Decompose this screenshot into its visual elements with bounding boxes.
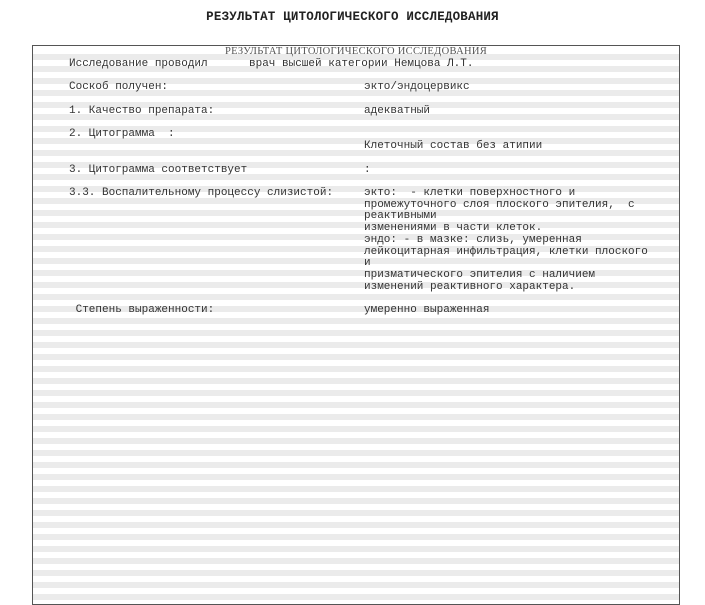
sample-source-label: Соскоб получен: [69, 81, 169, 93]
sample-source-value: экто/эндоцервикс [364, 81, 470, 93]
inflammatory-line: изменениями в части клеток. [364, 222, 543, 235]
inflammatory-line: эндо: - в мазке: слизь, умеренная [364, 233, 582, 246]
researcher-value: врач высшей категории Немцова Л.Т. [249, 58, 474, 70]
cytogram-value: Клеточный состав без атипии [364, 140, 543, 152]
report-sheet [32, 45, 680, 605]
inflammatory-line: и [364, 257, 371, 270]
page-title: РЕЗУЛЬТАТ ЦИТОЛОГИЧЕСКОГО ИССЛЕДОВАНИЯ [206, 10, 499, 24]
inflammatory-line: реактивными [364, 210, 437, 223]
specimen-quality-value: адекватный [364, 105, 431, 117]
severity-value: умеренно выраженная [364, 304, 490, 316]
severity-label: Степень выраженности: [69, 304, 215, 316]
inflammatory-label: 3.3. Воспалительному процессу слизистой: [69, 187, 334, 199]
inflammatory-line: изменений реактивного характера. [364, 280, 576, 293]
inflammatory-description [364, 188, 648, 293]
inflammatory-line: экто: - клетки поверхностного и [364, 187, 576, 199]
inflammatory-line: призматического эпителия с наличием [364, 268, 596, 281]
specimen-quality-label: 1. Качество препарата: [69, 105, 215, 117]
cytogram-corresponds-label: 3. Цитограмма соответствует [69, 164, 248, 176]
inflammatory-line: лейкоцитарная инфильтрация, клетки плоского [364, 245, 648, 258]
researcher-label: Исследование проводил [69, 58, 208, 70]
cytogram-label: 2. Цитограмма : [69, 128, 175, 140]
cytogram-corresponds-value: : [364, 164, 371, 176]
sheet-header: РЕЗУЛЬТАТ ЦИТОЛОГИЧЕСКОГО ИССЛЕДОВАНИЯ [224, 46, 488, 57]
inflammatory-line: промежуточного слоя плоского эпителия, с [364, 198, 635, 211]
